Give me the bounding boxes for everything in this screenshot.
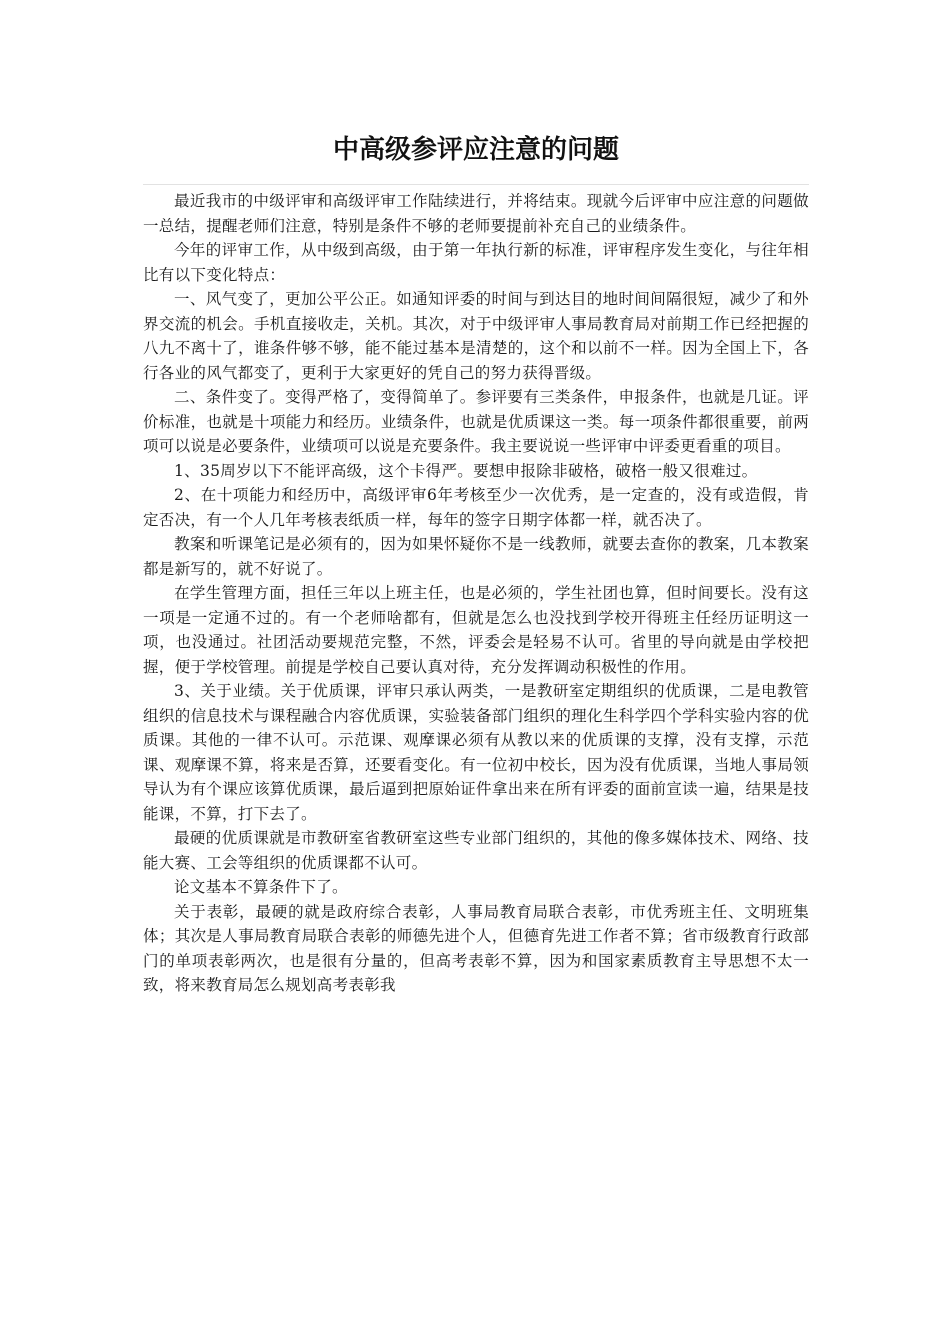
paragraph-quality-courses: 最硬的优质课就是市教研室省教研室这些专业部门组织的，其他的像多媒体技术、网络、技能大赛、工会等组织的优质课都不认可。 [143, 829, 809, 872]
paragraph-intro: 最近我市的中级评审和高级评审工作陆续进行，并将结束。现就今后评审中应注意的问题做一总结，提醒老师们注意，特别是条件不够的老师要提前补充自己的业绩条件。 [143, 192, 809, 235]
document-body [143, 189, 809, 998]
paragraph-student-management: 在学生管理方面，担任三年以上班主任，也是必须的，学生社团也算，但时间要长。没有这一项是一定通不过的。有一个老师啥都有，但就是怎么也没找到学校开得班主任经历证明这一项，也没通过。社团活动要规范完整，不然，评委会是轻易不认可。省里的导向就是由学校把握，便于学校管理。前提是学校自己要认真对待，充分发挥调动积极性的作用。 [143, 584, 809, 676]
paragraph-papers: 论文基本不算条件下了。 [174, 878, 348, 896]
paragraph-commendations: 关于表彰，最硬的就是政府综合表彰，人事局教育局联合表彰，市优秀班主任、文明班集体；其次是人事局教育局联合表彰的师德先进个人，但德育先进工作者不算；省市级教育行政部门的单项表彰两次，也是很有分量的，但高考表彰不算，因为和国家素质教育主导思想不太一致，将来教育局怎么规划高考表彰我 [143, 902, 809, 994]
paragraph-point-2: 二、条件变了。变得严格了，变得简单了。参评要有三类条件，申报条件，也就是几证。评价标准，也就是十项能力和经历。业绩条件，也就是优质课这一类。每一项条件都很重要，前两项可以说是必要条件，业绩项可以说是充要条件。我主要说说一些评审中评委更看重的项目。 [143, 388, 809, 455]
paragraph-item-2: 2、在十项能力和经历中，高级评审6年考核至少一次优秀，是一定查的，没有或造假，肯定否决，有一个人几年考核表纸质一样，每年的签字日期字体都一样，就否决了。 [143, 486, 809, 529]
title-divider [143, 184, 809, 185]
paragraph-overview: 今年的评审工作，从中级到高级，由于第一年执行新的标准，评审程序发生变化，与往年相比有以下变化特点： [143, 241, 809, 284]
document-title: 中高级参评应注意的问题 [332, 135, 619, 165]
paragraph-point-1: 一、风气变了，更加公平公正。如通知评委的时间与到达目的地时间间隔很短，减少了和外界交流的机会。手机直接收走，关机。其次，对于中级评审人事局教育局对前期工作已经把握的八九不离十了，谁条件够不够，能不能过基本是清楚的，这个和以前不一样。因为全国上下，各行各业的风气都变了，更利于大家更好的凭自己的努力获得晋级。 [143, 290, 809, 382]
paragraph-item-3: 3、关于业绩。关于优质课，评审只承认两类，一是教研室定期组织的优质课，二是电教管组织的信息技术与课程融合内容优质课，实验装备部门组织的理化生科学四个学科实验内容的优质课。其他的一律不认可。示范课、观摩课必须有从教以来的优质课的支撑，没有支撑，示范课、观摩课不算，将来是否算，还要看变化。有一位初中校长，因为没有优质课，当地人事局领导认为有个课应该算优质课，最后逼到把原始证件拿出来在所有评委的面前宣读一遍，结果是技能课，不算，打下去了。 [143, 682, 809, 823]
paragraph-item-1: 1、35周岁以下不能评高级，这个卡得严。要想申报除非破格，破格一般又很难过。 [174, 461, 758, 480]
document-page [143, 120, 809, 998]
paragraph-lesson-plans: 教案和听课笔记是必须有的，因为如果怀疑你不是一线教师，就要去查你的教案，几本教案都是新写的，就不好说了。 [143, 535, 809, 578]
